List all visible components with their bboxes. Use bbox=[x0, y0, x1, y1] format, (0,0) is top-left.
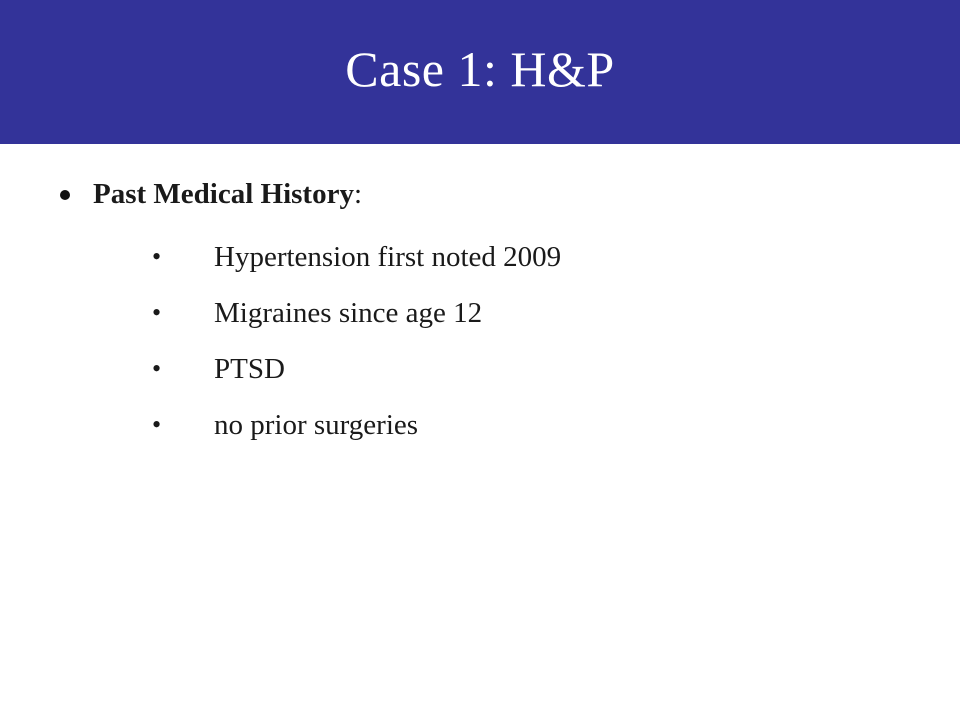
list-item-text: PTSD bbox=[214, 352, 285, 385]
section-heading bbox=[93, 180, 362, 209]
list-item bbox=[152, 341, 561, 397]
list-item-text: Migraines since age 12 bbox=[214, 296, 483, 329]
list-item bbox=[152, 229, 561, 285]
bullet-icon: • bbox=[152, 242, 162, 271]
bullet-icon: • bbox=[152, 298, 162, 327]
section-heading-row bbox=[60, 180, 362, 209]
list-item-text: Hypertension first noted 2009 bbox=[214, 240, 562, 273]
section-heading-label: Past Medical History bbox=[93, 178, 354, 210]
bullet-icon: • bbox=[152, 410, 162, 439]
history-list bbox=[152, 229, 561, 453]
bullet-icon: • bbox=[152, 354, 162, 383]
section-heading-colon: : bbox=[353, 178, 363, 210]
list-item bbox=[152, 285, 561, 341]
list-item-text: no prior surgeries bbox=[214, 408, 419, 441]
round-bullet-icon bbox=[60, 190, 70, 200]
list-item bbox=[152, 397, 561, 453]
slide-title: Case 1: H&P bbox=[345, 41, 615, 97]
